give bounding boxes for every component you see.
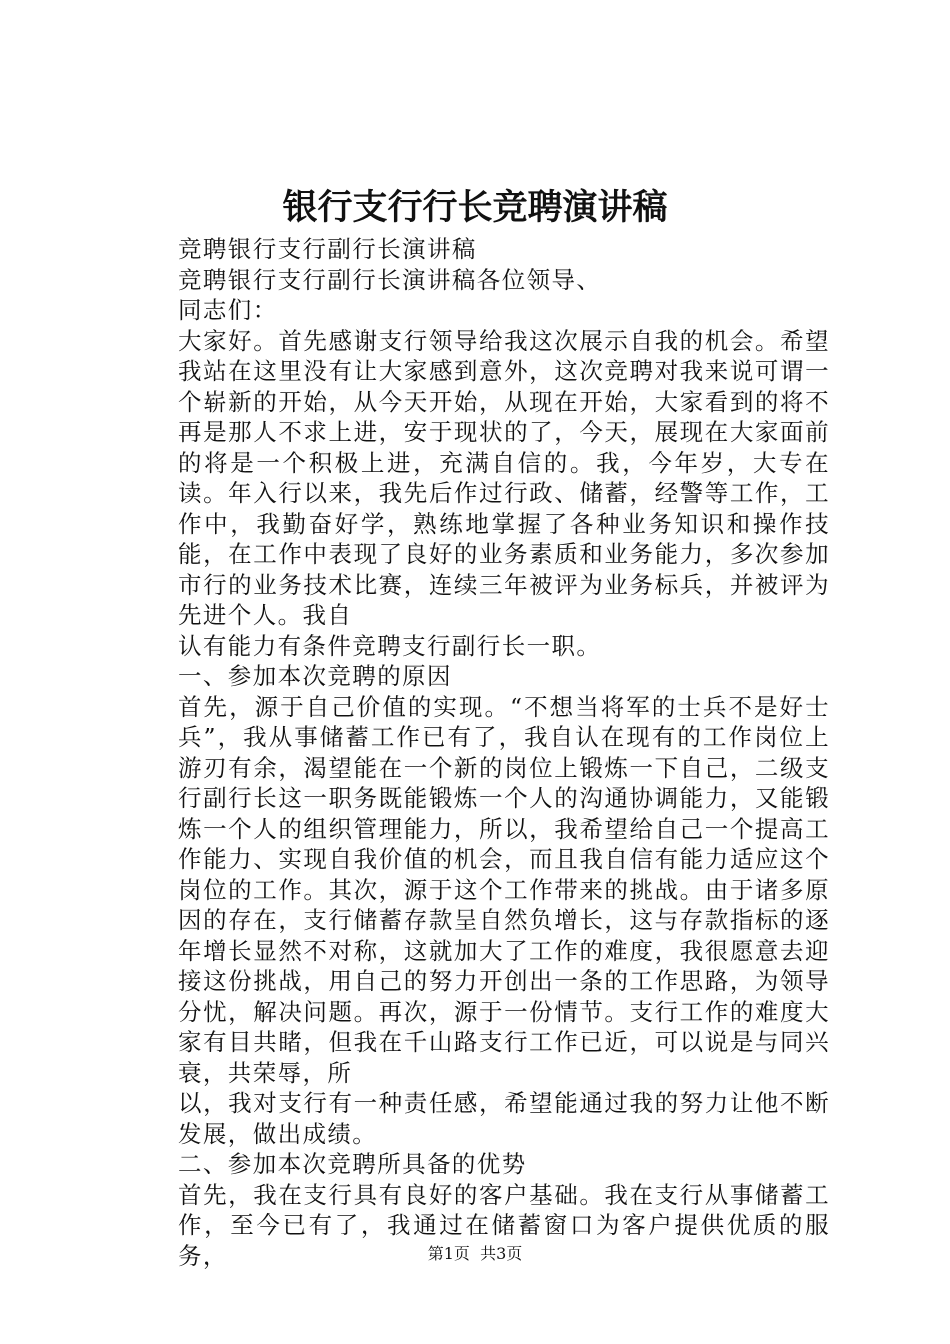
section-heading-advantages: 二、参加本次竞聘所具备的优势 bbox=[178, 1150, 527, 1178]
page-number: 第1页 bbox=[427, 1244, 470, 1263]
document-body bbox=[130, 234, 830, 1271]
paragraph-intro-continued: 认有能力有条件竞聘支行副行长一职。 bbox=[178, 631, 602, 660]
paragraph-salutation-2: 同志们： bbox=[178, 296, 278, 324]
paragraph-advantages: 首先，我在支行具有良好的客户基础。我在支行从事储蓄工作，至今已有了，我通过在储蓄窗口为客户提供优质的服务， bbox=[178, 1180, 830, 1270]
page-footer bbox=[0, 1243, 950, 1265]
page-total: 共3页 bbox=[480, 1244, 523, 1263]
document-title: 银行支行行长竞聘演讲稿 bbox=[282, 187, 668, 228]
paragraph-salutation: 竞聘银行支行副行长演讲稿各位领导、 bbox=[178, 265, 602, 294]
paragraph-subtitle: 竞聘银行支行副行长演讲稿 bbox=[178, 235, 477, 263]
paragraph-reasons: 首先，源于自己价值的实现。“不想当将军的士兵不是好士兵”，我从事储蓄工作已有了，我自认在现有的工作岗位上游刃有余，渴望能在一个新的岗位上锻炼一下自己，二级支行副行长这一职务既能锻炼一个人的沟通协调能力，又能锻炼一个人的组织管理能力，所以，我希望给自己一个提高工作能力、实现自我价值的机会，而且我自信有能力适应这个岗位的工作。其次，源于这个工作带来的挑战。由于诸多原因的存在，支行储蓄存款呈自然负增长，这与存款指标的逐年增长显然不对称，这就加大了工作的难度，我很愿意去迎接这份挑战，用自己的努力开创出一条的工作思路，为领导分忧，解决问题。再次，源于一份情节。支行工作的难度大家有目共睹，但我在千山路支行工作已近，可以说是与同兴衰，共荣辱，所 bbox=[178, 692, 830, 1087]
paragraph-intro: 大家好。首先感谢支行领导给我这次展示自我的机会。希望我站在这里没有让大家感到意外，这次竞聘对我来说可谓一个崭新的开始，从今天开始，从现在开始，大家看到的将不再是那人不求上进，安于现状的了，今天，展现在大家面前的将是一个积极上进，充满自信的。我，今年岁，大专在读。年入行以来，我先后作过行政、储蓄，经警等工作，工作中，我勤奋好学，熟练地掌握了各种业务知识和操作技能，在工作中表现了良好的业务素质和业务能力，多次参加市行的业务技术比赛，连续三年被评为业务标兵，并被评为先进个人。我自 bbox=[178, 326, 830, 629]
paragraph-reasons-continued: 以，我对支行有一种责任感，希望能通过我的努力让他不断发展，做出成绩。 bbox=[178, 1089, 830, 1148]
section-heading-reasons: 一、参加本次竞聘的原因 bbox=[178, 662, 452, 690]
